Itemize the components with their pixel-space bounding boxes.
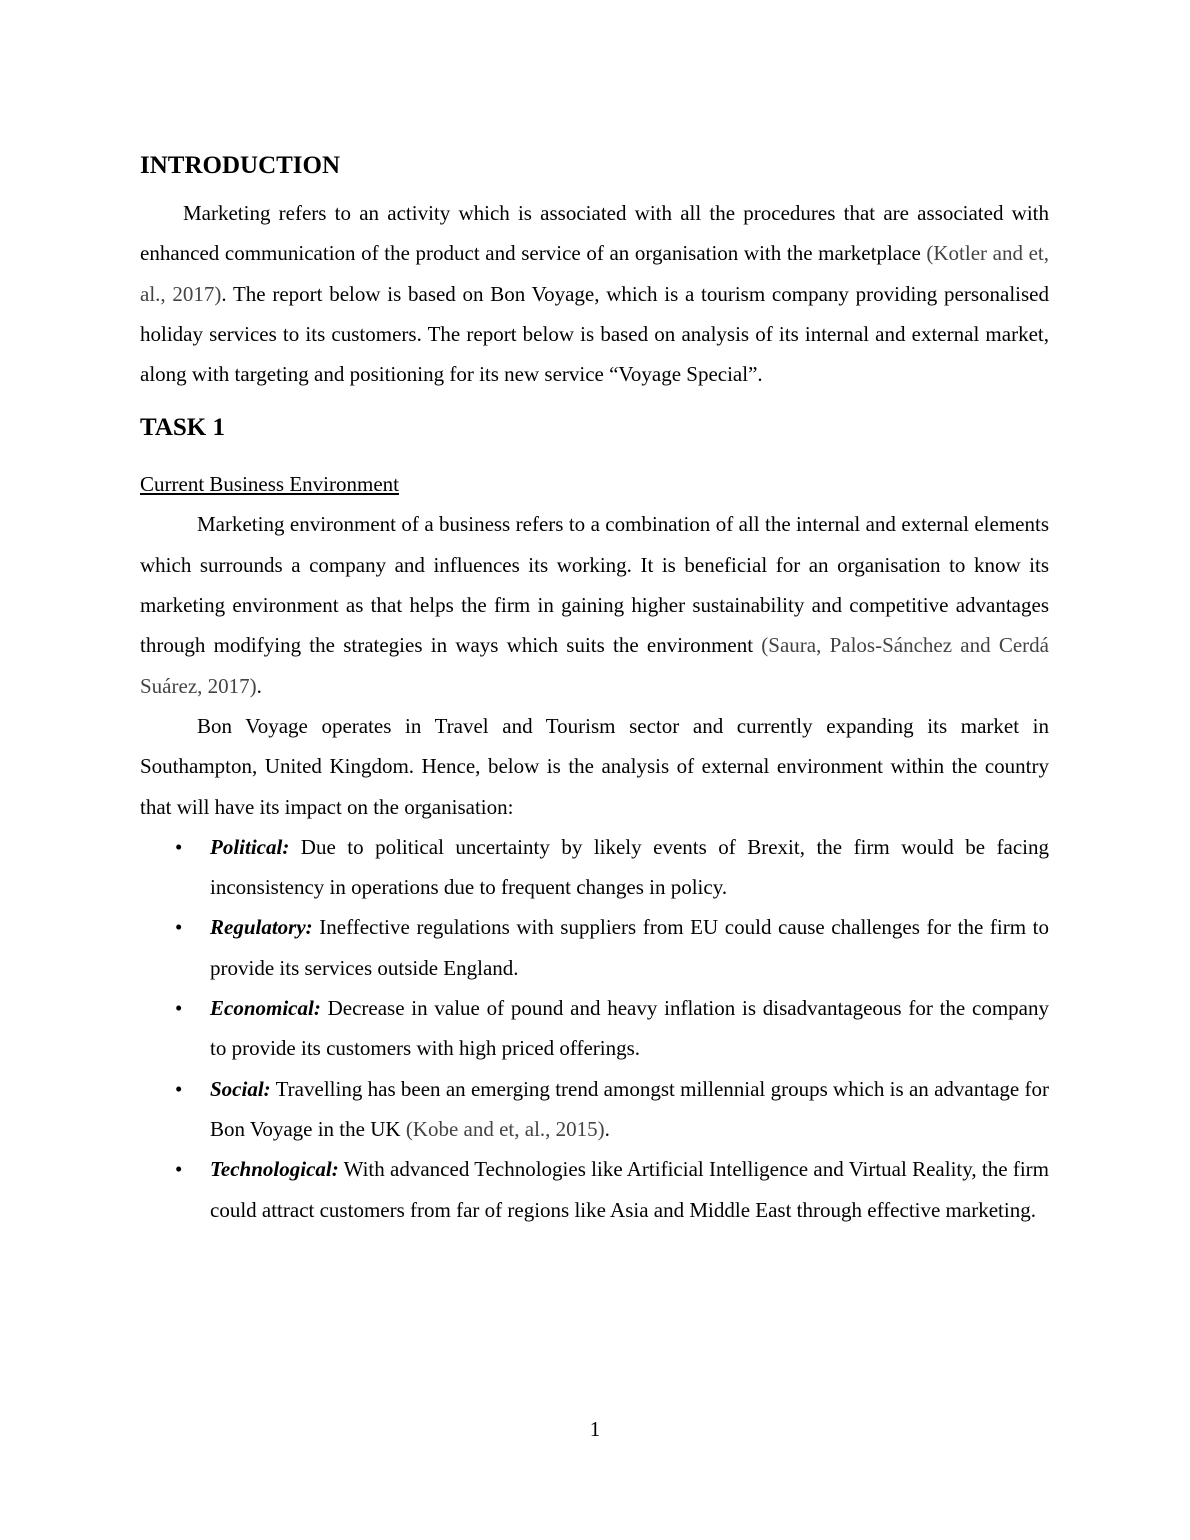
list-item-economical [140, 988, 1049, 1069]
factor-text: With advanced Technologies like Artificial Intelligence and Virtual Reality, the firm could attract customers from far of regions like Asia and Middle East through effective marketing. [210, 1157, 1049, 1222]
document-page [140, 148, 1049, 1230]
bullet-icon: • [175, 1076, 183, 1101]
factor-text: Ineffective regulations with suppliers from EU could cause challenges for the firm to provide its services outside England. [210, 915, 1049, 980]
bullet-icon: • [175, 915, 183, 940]
citation-kobe: (Kobe and et, al., 2015) [405, 1116, 605, 1141]
list-item-social [140, 1069, 1049, 1150]
pestle-factor-list [140, 827, 1049, 1230]
factor-tail: . [604, 1116, 610, 1141]
environment-text-1: Marketing environment of a business refers to a combination of all the internal and external elements which surrounds a company and influences its working. It is beneficial for an organisation to know its marketing environment as that helps the firm in gaining higher sustainability and competitive advantages through modifying the strategies in ways which suits the environment [140, 512, 1049, 658]
introduction-heading: INTRODUCTION [140, 152, 341, 179]
factor-text: Travelling has been an emerging trend amongst millennial groups which is an advantage for Bon Voyage in the UK [210, 1076, 1049, 1141]
list-item-technological [140, 1149, 1049, 1230]
task1-heading: TASK 1 [140, 414, 225, 442]
current-business-environment-subheading: Current Business Environment [140, 472, 399, 497]
list-item-political [140, 827, 1049, 908]
introduction-text-2: . The report below is based on Bon Voyage, which is a tourism company providing personalised holiday services to its customers. The report below is based on analysis of its internal and external market, along with targeting and positioning for its new service “Voyage Special”. [140, 281, 1049, 387]
bullet-icon: • [175, 996, 183, 1021]
introduction-paragraph [140, 193, 1049, 394]
factor-term: Social: [210, 1076, 271, 1101]
environment-text-2: . [256, 673, 262, 698]
factor-term: Economical: [210, 996, 321, 1021]
bon-voyage-paragraph: Bon Voyage operates in Travel and Tourism sector and currently expanding its market in Southampton, United Kingdom. Hence, below is the analysis of external environment within the country that will have its impact on the organisation: [140, 713, 1049, 819]
factor-term: Regulatory: [210, 915, 313, 940]
factor-text: Decrease in value of pound and heavy inflation is disadvantageous for the company to provide its customers with high priced offerings. [210, 996, 1049, 1061]
bullet-icon: • [175, 1157, 183, 1182]
page-number: 1 [589, 1417, 601, 1441]
introduction-text-1: Marketing refers to an activity which is associated with all the procedures that are associated with enhanced communication of the product and service of an organisation with the marketplace [140, 201, 1049, 266]
list-item-regulatory [140, 907, 1049, 988]
bullet-icon: • [175, 834, 183, 859]
marketing-environment-paragraph [140, 504, 1049, 705]
citation-saura: (Saura, Palos-Sánchez and Cerdá Suárez, 2017) [140, 633, 1049, 698]
factor-text: Due to political uncertainty by likely events of Brexit, the firm would be facing inconsistency in operations due to frequent changes in policy. [210, 834, 1049, 900]
factor-term: Technological: [210, 1157, 339, 1182]
citation-kotler: (Kotler and et, al., 2017) [140, 241, 1049, 306]
factor-term: Political: [210, 834, 290, 859]
